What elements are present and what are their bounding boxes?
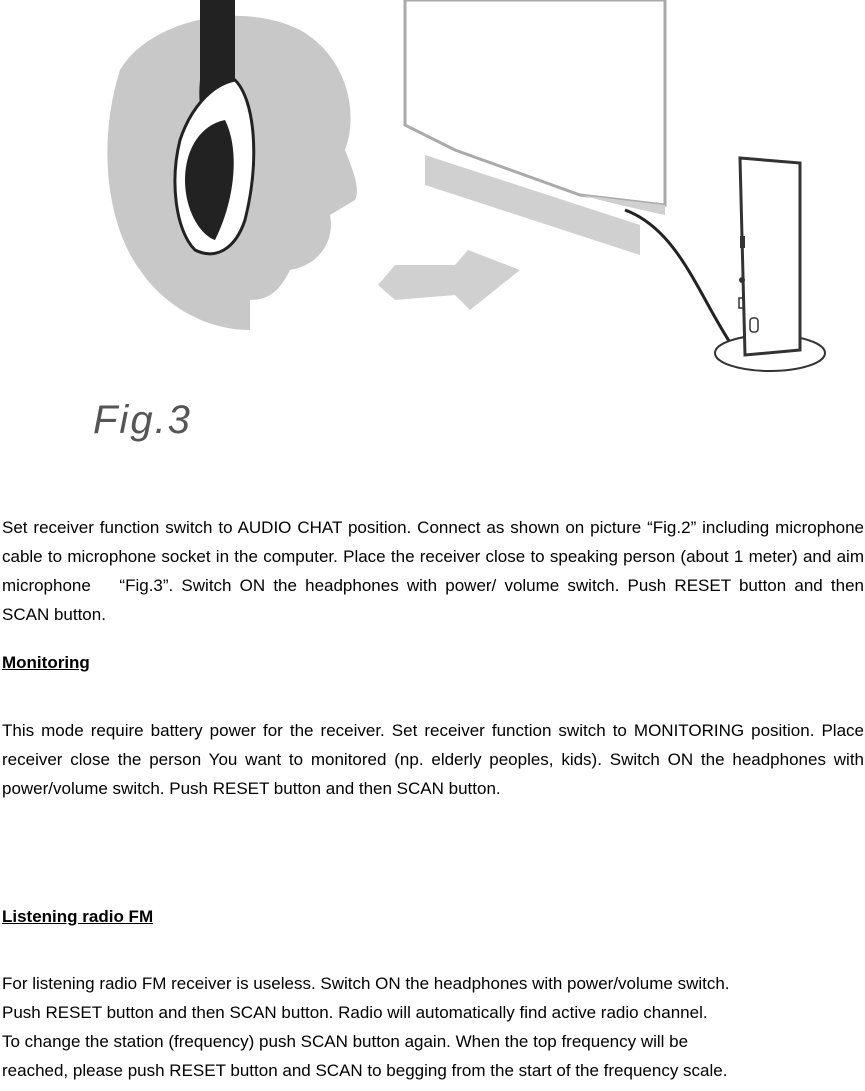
paragraph-monitoring: This mode require battery power for the receiver. Set receiver function switch to MONITORING position. Place receiver close the person You want to monitored (np. elderly peoples, kids). Switch ON the headphones with power/volume switch. Push RESET button and then SCAN button. bbox=[2, 721, 864, 798]
paragraph-audio-chat: Set receiver function switch to AUDIO CHAT position. Connect as shown on picture “Fig.2” including microphone cable to microphone socket in the computer. Place the receiver close to speaking person (about 1 meter) and aim microphone “Fig.3”. Switch ON the headphones with power/ volume switch. Push RESET button and then SCAN button. bbox=[2, 518, 864, 624]
paragraph-radio-line: For listening radio FM receiver is useless. Switch ON the headphones with power/volume switch. bbox=[2, 974, 730, 993]
receiver-button bbox=[740, 236, 745, 248]
figure-3 bbox=[0, 0, 865, 470]
receiver-cable bbox=[625, 210, 735, 350]
paragraph-radio bbox=[2, 969, 864, 1085]
receiver-socket bbox=[739, 277, 745, 283]
paragraph-radio-line: Push RESET button and then SCAN button. Radio will automatically find active radio channel. bbox=[2, 1003, 708, 1022]
arrow-icon bbox=[378, 250, 520, 310]
heading-radio bbox=[2, 902, 864, 931]
paragraph-radio-line: To change the station (frequency) push SCAN button again. When the top frequency will be bbox=[2, 1032, 689, 1051]
receiver-switch bbox=[739, 298, 744, 308]
heading-monitoring bbox=[2, 648, 864, 677]
receiver-icon bbox=[740, 158, 800, 355]
heading-radio-label: Listening radio FM bbox=[2, 907, 154, 926]
figure-caption: Fig.3 bbox=[93, 398, 192, 442]
heading-monitoring-label: Monitoring bbox=[2, 653, 90, 672]
paragraph-radio-line: reached, please push RESET button and SCAN to begging from the start of the frequency scale. bbox=[2, 1061, 728, 1080]
